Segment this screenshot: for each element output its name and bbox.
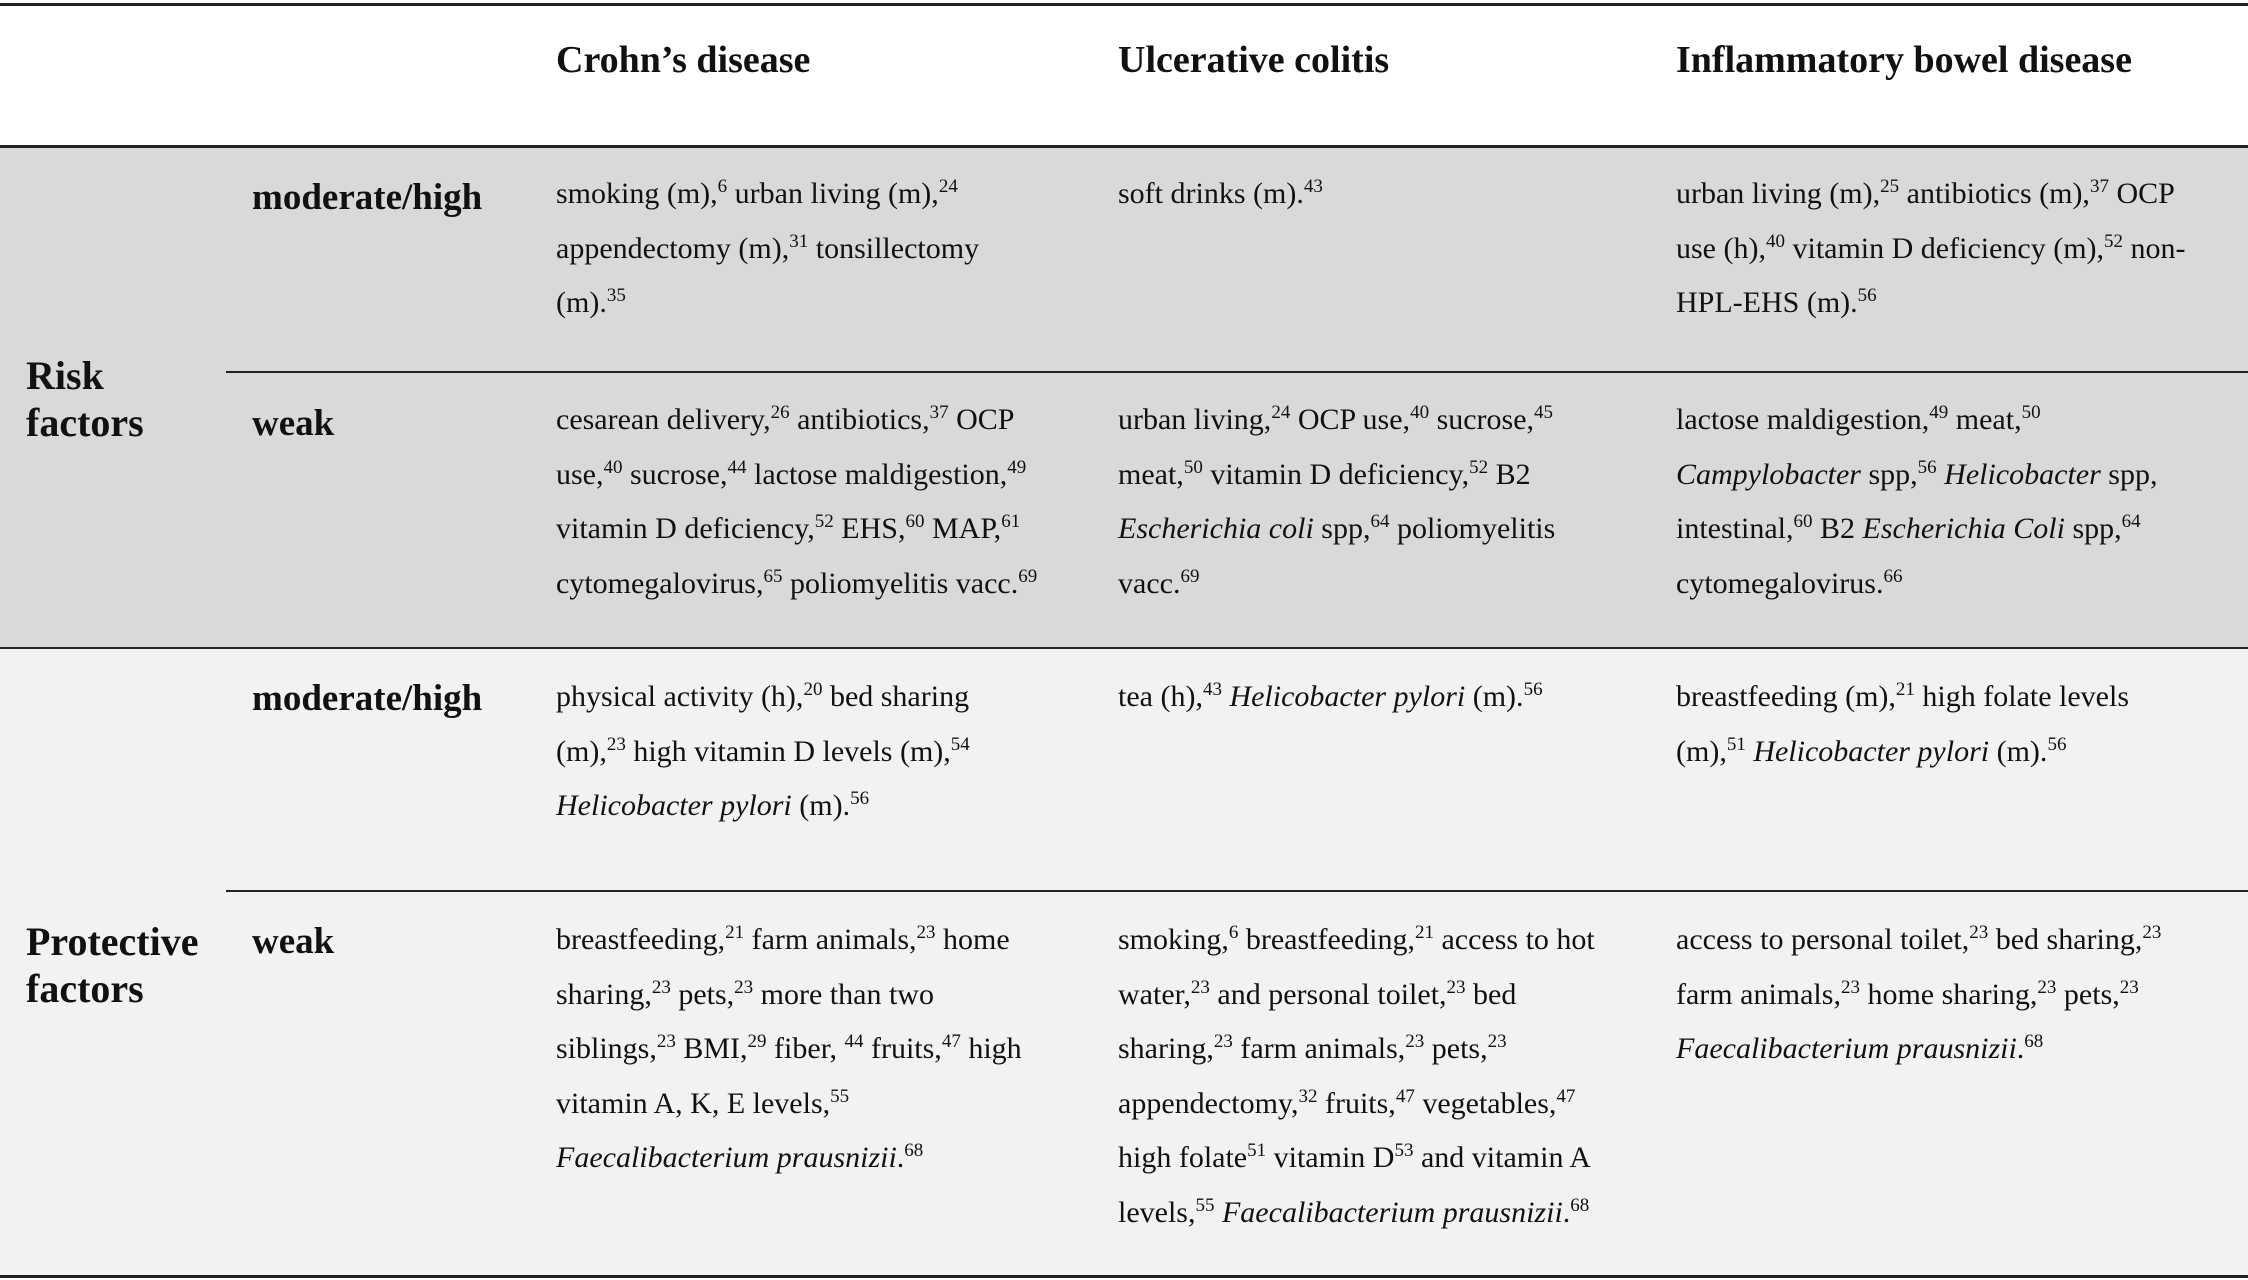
cell-text: sucrose, [1429,403,1535,436]
cell-line [1676,913,2234,968]
cell-text: use (h), [1676,231,1766,265]
reference-number: 32 [1298,1085,1318,1107]
reference-number: 23 [656,1031,676,1052]
reference-number: 23 [1969,922,1989,943]
cell-text: vacc. [1118,566,1181,600]
group-label-protective-line1: Protective [26,919,199,964]
cell-line [556,557,1076,612]
reference-number: 52 [2104,230,2124,252]
cell-text: water, [1118,977,1191,1011]
reference-number: 68 [2024,1031,2044,1052]
reference-number: 24 [938,176,958,197]
cell-text: vitamin D deficiency, [556,512,815,545]
cell-text: pets, [2056,977,2120,1011]
reference-number: 51 [1247,1140,1267,1161]
reference-number: 47 [1395,1085,1415,1107]
cell-line [556,670,1076,725]
protective-subdivider-rule [226,890,2248,892]
cell-text: BMI, [675,1032,748,1065]
reference-number: 23 [1840,976,1860,998]
cell-text: farm animals, [744,923,917,956]
cell-text: use, [556,457,604,491]
cell-line [1676,502,2234,557]
cell-text: and personal toilet, [1209,977,1447,1011]
cell-text: breastfeeding, [1238,923,1415,956]
cell-text: access to personal toilet, [1676,923,1970,956]
cell-text: high folate levels [1914,680,2130,713]
top-rule [0,3,2248,6]
reference-number: 52 [1469,456,1489,478]
cell-line [1676,448,2234,503]
cell-line [1118,1186,1643,1241]
cell-line [556,779,1076,834]
group-label-risk [26,352,144,446]
cell-line [556,725,1076,780]
reference-number: 24 [1271,402,1291,423]
reference-number: 23 [2119,976,2139,998]
reference-number: 23 [1405,1031,1425,1052]
reference-number: 54 [950,733,970,755]
cell-text: MAP, [924,512,1002,545]
reference-number: 35 [606,285,626,306]
cell-text: intestinal, [1676,512,1794,545]
cell-text: bed [1465,977,1517,1011]
cell-text: vitamin D deficiency, [1202,457,1470,491]
cell-text: and vitamin A [1413,1141,1591,1174]
italic-term: Helicobacter pylori [1229,680,1466,713]
reference-number: 25 [1880,176,1900,197]
reference-number: 49 [1007,456,1027,478]
italic-term: Helicobacter [1944,457,2101,491]
cell-text: lactose maldigestion, [1676,403,1930,436]
cell-line [1118,448,1643,503]
cell-text: (m), [1676,734,1727,768]
reference-number: 21 [725,922,745,943]
italic-term: Faecalibacterium prausnizii [1221,1195,1563,1229]
cell-risk-weak-ibd [1676,393,2234,611]
cell-line [556,1131,1076,1186]
cell-protective-weak-ulcerative-colitis [1118,913,1643,1240]
reference-number: 47 [941,1031,961,1052]
reference-number: 23 [2142,922,2162,943]
italic-term: Helicobacter pylori [1753,734,1990,768]
column-header-ulcerative-colitis: Ulcerative colitis [1118,39,1390,81]
cell-text [1214,1196,1222,1229]
cell-text: spp, [1313,512,1371,545]
reference-number: 65 [763,565,783,587]
cell-text: breastfeeding, [556,923,726,956]
reference-number: 31 [789,230,809,252]
reference-number: 40 [1765,230,1785,252]
reference-number: 23 [734,976,754,998]
cell-text: meat, [1118,457,1184,491]
column-header-ibd: Inflammatory bowel disease [1676,39,2132,81]
reference-number: 40 [1410,402,1430,423]
cell-line [1118,557,1643,612]
cell-text: OCP [2108,177,2175,210]
reference-number: 43 [1303,176,1323,197]
reference-number: 37 [2089,176,2109,197]
cell-text: fruits, [863,1032,942,1065]
cell-text: sharing, [1118,1032,1214,1065]
cell-text: bed sharing, [1988,923,2143,956]
cell-text: . [896,1141,905,1174]
cell-text: urban living (m), [727,177,939,210]
reference-number: 23 [1213,1031,1233,1052]
cell-line [1118,393,1643,448]
cell-text: non- [2123,231,2186,265]
cell-line [1118,1077,1643,1132]
reference-number: 56 [1523,679,1543,700]
cell-text: fruits, [1317,1086,1396,1120]
cell-protective-high-ibd [1676,670,2234,779]
reference-number: 43 [1202,679,1222,700]
cell-protective-high-crohns [556,670,1076,834]
risk-subdivider-rule [226,371,2248,373]
italic-term: Campylobacter [1676,457,1861,491]
cell-text: lactose maldigestion, [746,457,1008,491]
cell-text: spp, [2064,512,2122,545]
cell-text: high folate [1118,1141,1248,1174]
cell-text: EHS, [833,512,906,545]
cell-protective-high-ulcerative-colitis [1118,670,1643,725]
reference-number: 44 [844,1031,864,1052]
reference-number: 23 [1190,976,1210,998]
strength-label-risk-weak: weak [252,403,335,444]
reference-number: 6 [717,176,728,197]
cell-line [556,393,1076,448]
reference-number: 20 [803,679,823,700]
cell-line [1676,393,2234,448]
reference-number: 44 [727,456,747,478]
cell-text: HPL-EHS (m). [1676,286,1858,319]
reference-number: 40 [603,456,623,478]
reference-number: 68 [904,1140,924,1161]
reference-number: 23 [2037,976,2057,998]
reference-number: 45 [1534,402,1554,423]
reference-number: 23 [1487,1031,1507,1052]
cell-text: cesarean delivery, [556,403,771,436]
reference-number: 50 [2021,402,2041,423]
cell-text: high vitamin D levels (m), [625,734,951,768]
cell-text: poliomyelitis vacc. [782,566,1019,600]
cell-line [556,913,1076,968]
cell-text: OCP use, [1290,403,1411,436]
cell-risk-weak-ulcerative-colitis [1118,393,1643,611]
reference-number: 21 [1895,679,1915,700]
cell-text: tonsillectomy [808,231,980,265]
reference-number: 6 [1228,922,1239,943]
reference-number: 23 [916,922,936,943]
group-label-risk-line2: factors [26,400,144,445]
group-divider-rule [0,647,2248,649]
cell-line [556,502,1076,557]
cell-text: (m). [1989,734,2048,768]
reference-number: 55 [830,1085,850,1107]
cell-text: fiber, [766,1032,845,1065]
cell-line [1118,1131,1643,1186]
cell-text: farm animals, [1676,977,1841,1011]
reference-number: 64 [2121,511,2141,532]
cell-text: home sharing, [1859,977,2038,1011]
reference-number: 51 [1726,733,1746,755]
cell-text: meat, [1948,403,2022,436]
cell-text: B2 [1488,457,1531,491]
reference-number: 55 [1195,1194,1215,1216]
cell-text: (m). [556,286,607,319]
cell-text: urban living, [1118,403,1272,436]
cell-line [556,167,1076,222]
reference-number: 64 [1370,511,1390,532]
cell-text: (m), [556,734,607,768]
cell-text: farm animals, [1232,1032,1406,1065]
cell-text: home [935,923,1010,956]
cell-text: cytomegalovirus, [556,566,764,600]
reference-number: 21 [1414,922,1434,943]
cell-text: (m). [1465,680,1524,713]
cell-text: soft drinks (m). [1118,177,1304,210]
reference-number: 23 [606,733,626,755]
cell-text: vitamin A, K, E levels, [556,1086,831,1120]
cell-line [556,1022,1076,1077]
cell-line [1118,502,1643,557]
reference-number: 60 [1793,511,1813,532]
reference-number: 69 [1180,565,1200,587]
cell-line [556,448,1076,503]
cell-text: spp, [1860,457,1918,491]
cell-line [1676,222,2234,277]
cell-text: antibiotics (m), [1899,177,2090,210]
reference-number: 56 [1917,456,1937,478]
cell-text: appendectomy, [1118,1086,1299,1120]
cell-text: B2 [1812,512,1863,545]
reference-number: 23 [1446,976,1466,998]
cell-line [1118,167,1643,222]
italic-term: Escherichia Coli [1862,512,2065,545]
italic-term: Escherichia coli [1118,512,1314,545]
italic-term: Faecalibacterium prausnizii [556,1141,897,1174]
reference-number: 29 [747,1031,767,1052]
cell-line [556,968,1076,1023]
cell-text: levels, [1118,1195,1196,1229]
reference-number: 69 [1018,565,1038,587]
reference-number: 23 [651,976,671,998]
cell-text: (m). [791,789,851,822]
cell-line [1676,276,2234,331]
cell-text: vitamin D [1266,1141,1395,1174]
cell-text: OCP [948,403,1015,436]
cell-protective-weak-crohns [556,913,1076,1186]
italic-term: Faecalibacterium prausnizii [1676,1032,2017,1065]
cell-text: breastfeeding (m), [1676,680,1896,713]
cell-line [556,222,1076,277]
cell-line [1676,968,2234,1023]
reference-number: 49 [1929,402,1949,423]
italic-term: Helicobacter pylori [556,789,792,822]
cell-text: access to hot [1433,923,1595,956]
cell-text: bed sharing [822,680,970,713]
cell-text: tea (h), [1118,680,1203,713]
cell-line [1118,1022,1643,1077]
cell-risk-high-ulcerative-colitis [1118,167,1643,222]
cell-line [1676,557,2234,612]
reference-number: 68 [1570,1194,1590,1216]
reference-number: 66 [1883,565,1903,587]
cell-text: smoking, [1118,923,1229,956]
cell-text: sucrose, [622,457,728,491]
cell-text: physical activity (h), [556,680,804,713]
group-label-protective [26,918,198,1012]
reference-number: 47 [1556,1085,1576,1107]
cell-text: high [960,1032,1022,1065]
cell-text: . [2016,1032,2025,1065]
cell-line [1676,725,2234,780]
cell-text: . [1562,1195,1571,1229]
reference-number: 56 [1857,285,1877,306]
cell-line [1676,167,2234,222]
column-header-crohns: Crohn’s disease [556,39,811,81]
cell-text: cytomegalovirus. [1676,566,1884,600]
cell-text: pets, [1424,1032,1488,1065]
cell-text: vitamin D deficiency (m), [1784,231,2105,265]
reference-number: 60 [905,511,925,532]
cell-line [556,1077,1076,1132]
cell-text: appendectomy (m), [556,231,790,265]
cell-protective-weak-ibd [1676,913,2234,1077]
group-label-protective-line2: factors [26,966,144,1011]
cell-text: urban living (m), [1676,177,1881,210]
group-label-risk-line1: Risk [26,353,104,398]
cell-line [1118,968,1643,1023]
cell-risk-high-ibd [1676,167,2234,331]
cell-risk-weak-crohns [556,393,1076,611]
cell-text: vegetables, [1414,1086,1557,1120]
bottom-rule [0,1275,2248,1278]
strength-label-risk-high: moderate/high [252,177,483,218]
cell-text: sharing, [556,977,652,1011]
reference-number: 53 [1394,1140,1414,1161]
header-rule [0,145,2248,148]
cell-text: smoking (m), [556,177,718,210]
strength-label-protective-high: moderate/high [252,678,483,719]
cell-line [1676,1022,2234,1077]
cell-text: spp, [2100,457,2158,491]
cell-text: siblings, [556,1032,657,1065]
cell-text: antibiotics, [789,403,930,436]
reference-number: 56 [2047,733,2067,755]
reference-number: 56 [850,788,870,809]
reference-number: 37 [929,402,949,423]
cell-line [556,276,1076,331]
reference-number: 61 [1001,511,1021,532]
cell-text: poliomyelitis [1389,512,1556,545]
reference-number: 50 [1183,456,1203,478]
strength-label-protective-weak: weak [252,921,335,962]
cell-text: more than two [753,977,934,1011]
reference-number: 26 [770,402,790,423]
cell-line [1118,670,1643,725]
cell-line [1676,670,2234,725]
reference-number: 52 [814,511,834,532]
cell-text: pets, [670,977,735,1011]
cell-risk-high-crohns [556,167,1076,331]
cell-line [1118,913,1643,968]
